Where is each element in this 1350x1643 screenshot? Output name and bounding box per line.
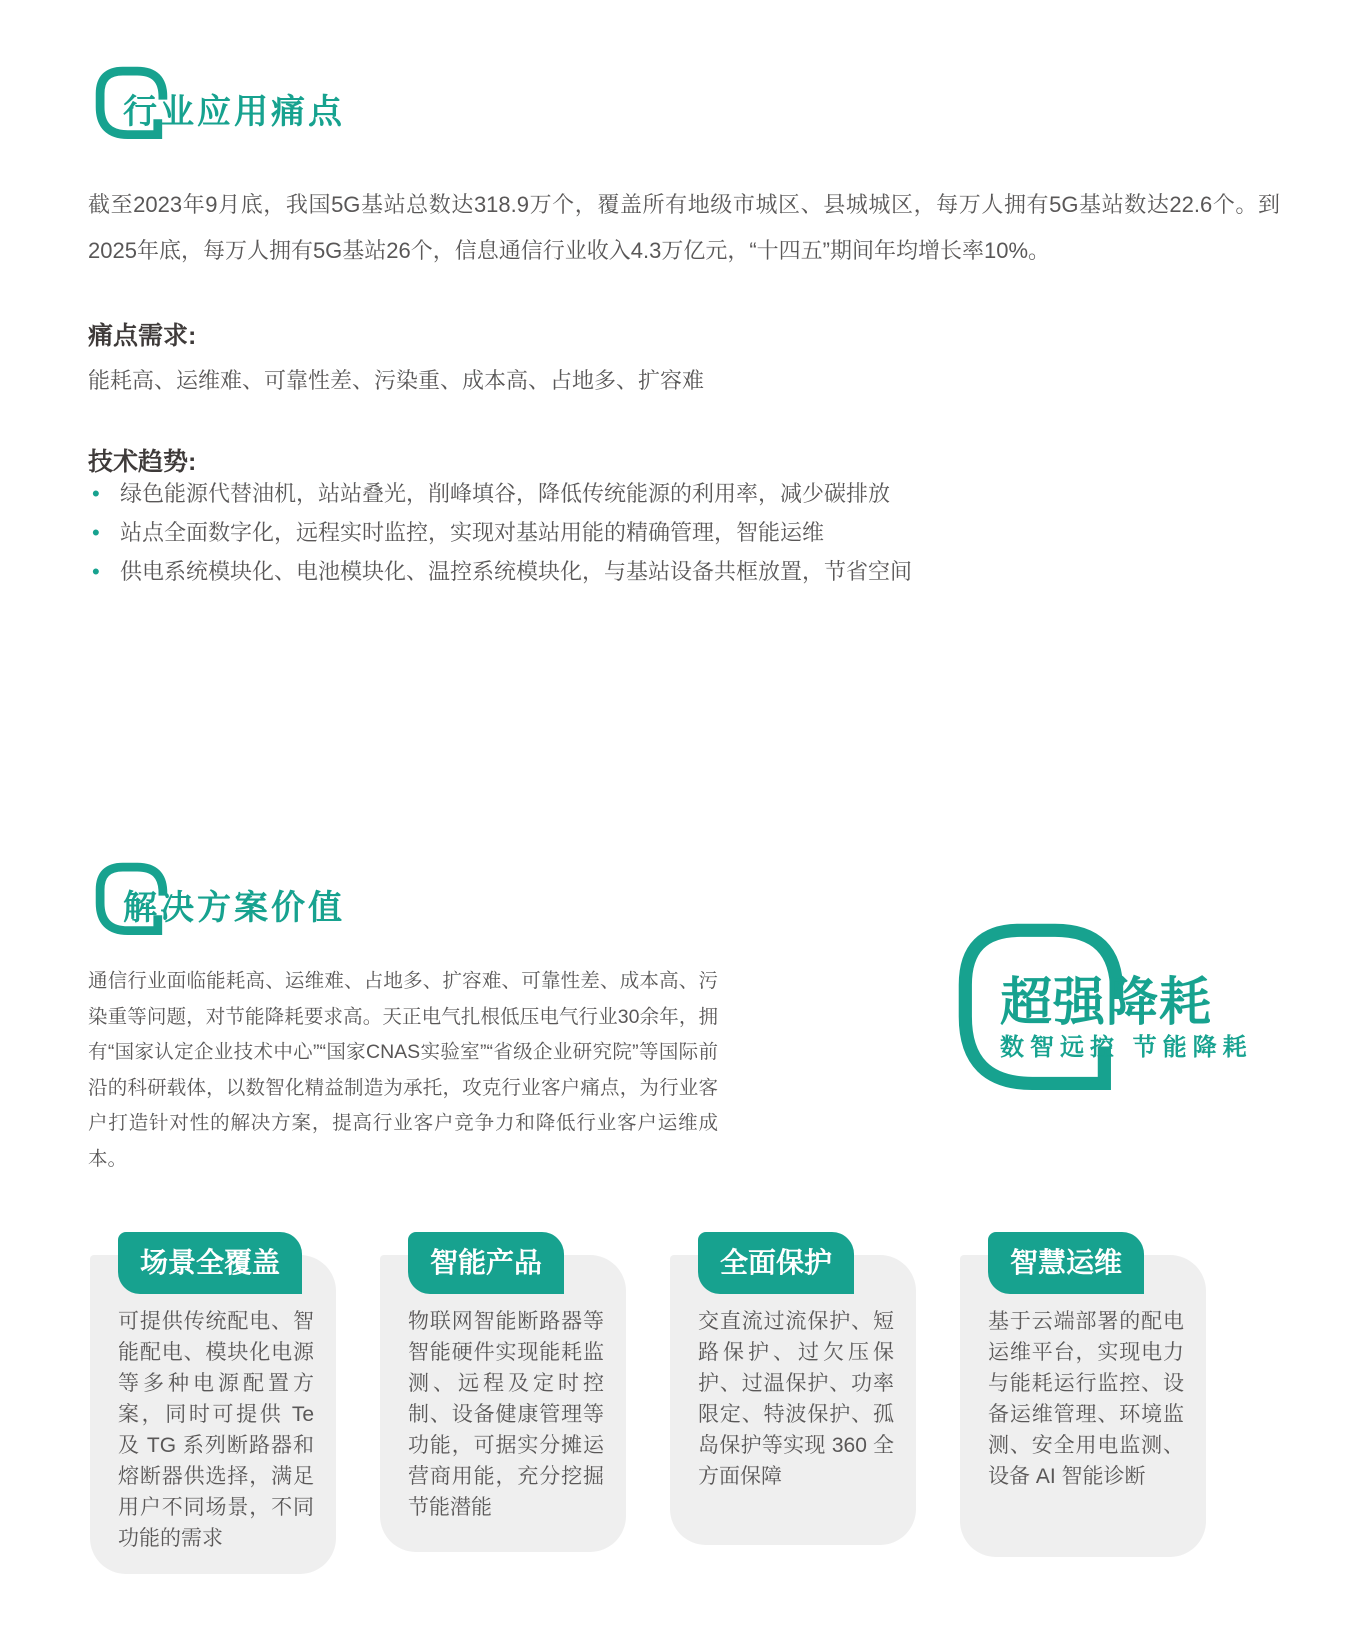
card-body-text: 基于云端部署的配电运维平台，实现电力与能耗运行监控、设备运维管理、环境监测、安全用电监测、设备 AI 智能诊断 bbox=[960, 1255, 1206, 1557]
pain-intro-paragraph: 截至2023年9月底，我国5G基站总数达318.9万个，覆盖所有地级市城区、县城城区，每万人拥有5G基站数达22.6个。到2025年底，每万人拥有5G基站26个，信息通信行业收入4.3万亿元，“十四五”期间年均增长率10%。 bbox=[88, 192, 1280, 263]
section-pain-title: 行业应用痛点 bbox=[123, 93, 345, 131]
bullet-dot-icon: • bbox=[92, 559, 100, 584]
trend-list-item bbox=[88, 552, 912, 591]
bullet-dot-icon: • bbox=[92, 520, 100, 545]
trend-item-text: 站点全面数字化，远程实时监控，实现对基站用能的精确管理，智能运维 bbox=[120, 520, 825, 545]
tech-trend-heading: 技术趋势: bbox=[88, 448, 197, 476]
card-body-text: 交直流过流保护、短路保护、过欠压保护、过温保护、功率限定、特波保护、孤岛保护等实现 360 全方面保障 bbox=[670, 1255, 916, 1545]
card-full-protection bbox=[670, 1232, 916, 1574]
card-scene-coverage bbox=[90, 1232, 336, 1574]
card-badge: 场景全覆盖 bbox=[118, 1232, 302, 1294]
card-body-text: 物联网智能断路器等智能硬件实现能耗监测、远程及定时控制、设备健康管理等功能，可据实分摊运营商用能，充分挖掘节能潜能 bbox=[380, 1255, 626, 1552]
card-badge: 全面保护 bbox=[698, 1232, 854, 1294]
trend-item-text: 供电系统模块化、电池模块化、温控系统模块化，与基站设备共框放置，节省空间 bbox=[120, 559, 913, 584]
card-badge: 智慧运维 bbox=[988, 1232, 1144, 1294]
card-badge: 智能产品 bbox=[408, 1232, 564, 1294]
value-paragraph: 通信行业面临能耗高、运维难、占地多、扩容难、可靠性差、成本高、污染重等问题，对节能降耗要求高。天正电气扎根低压电气行业30余年，拥有“国家认定企业技术中心”“国家CNAS实验室”“省级企业研究院”等国际前沿的科研载体，以数智化精益制造为承托，攻克行业客户痛点，为行业客户打造针对性的解决方案，提高行业客户竞争力和降低行业客户运维成本。 bbox=[88, 970, 718, 1170]
card-smart-products bbox=[380, 1232, 626, 1574]
tech-trend-list bbox=[88, 474, 912, 591]
pain-demand-text: 能耗高、运维难、可靠性差、污染重、成本高、占地多、扩容难 bbox=[88, 368, 705, 393]
trend-list-item bbox=[88, 474, 912, 513]
pain-demand-heading: 痛点需求: bbox=[88, 322, 197, 350]
card-body-text: 可提供传统配电、智能配电、模块化电源等多种电源配置方案，同时可提供 Te 及 TG 系列断路器和熔断器供选择，满足用户不同场景，不同功能的需求 bbox=[90, 1255, 336, 1574]
callout-subtitle: 数智远控 节能降耗 bbox=[1000, 1034, 1253, 1061]
bullet-dot-icon: • bbox=[92, 481, 100, 506]
callout-title: 超强降耗 bbox=[1000, 974, 1213, 1032]
feature-cards-row bbox=[90, 1232, 1206, 1574]
trend-list-item bbox=[88, 513, 912, 552]
card-smart-ops bbox=[960, 1232, 1206, 1574]
section-value-title: 解决方案价值 bbox=[123, 889, 345, 927]
trend-item-text: 绿色能源代替油机，站站叠光，削峰填谷，降低传统能源的利用率，减少碳排放 bbox=[120, 481, 891, 506]
